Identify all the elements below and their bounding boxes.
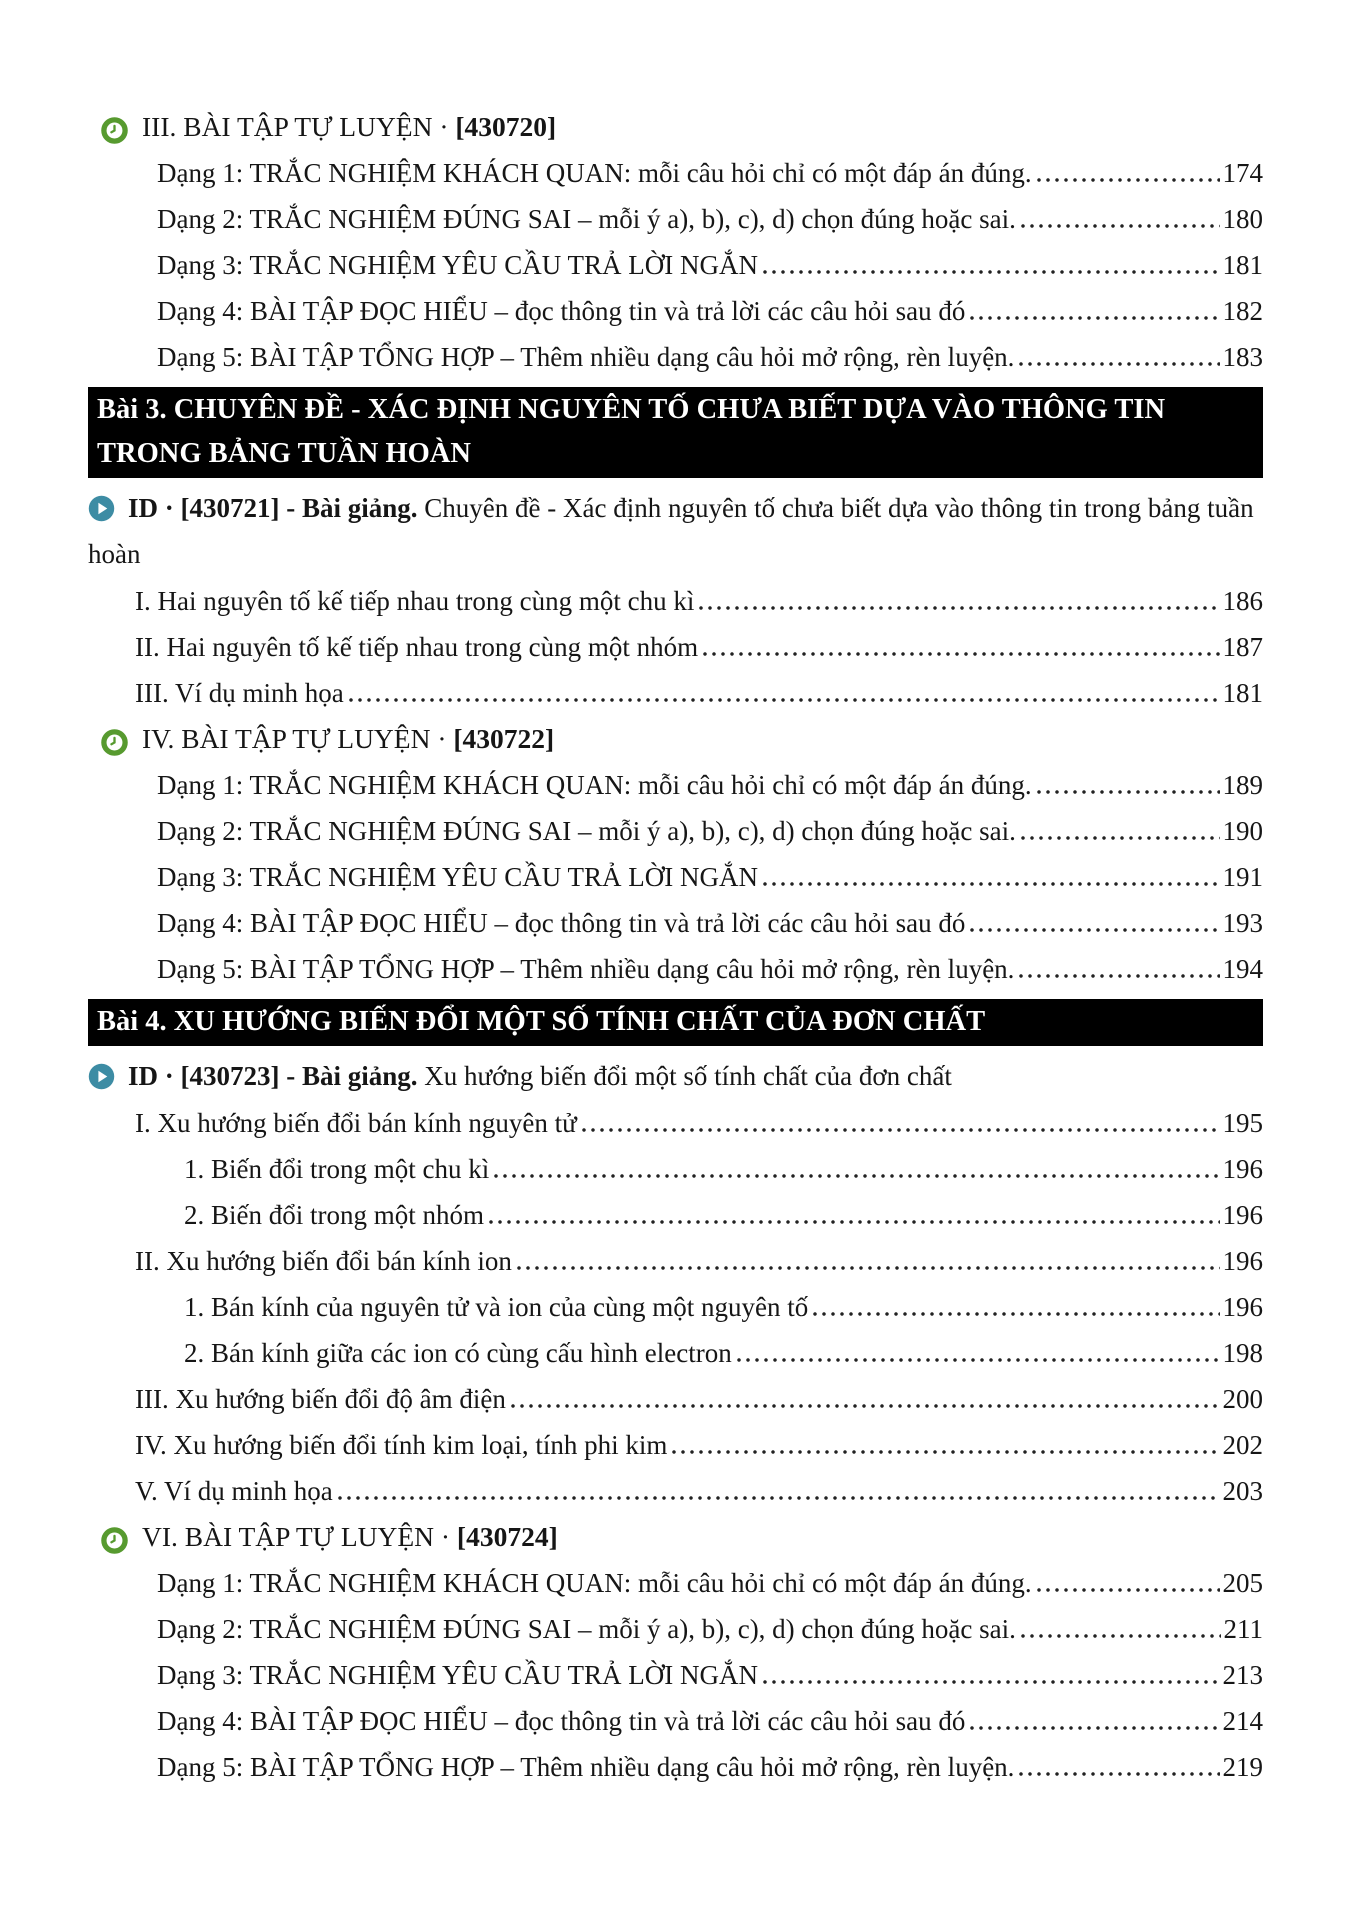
dot-leader [703,652,1219,656]
toc-entry[interactable] [88,624,1263,670]
page-number: 194 [1222,954,1263,984]
page-number: 195 [1222,1108,1263,1138]
toc-entry[interactable] [88,288,1263,334]
toc-entry[interactable] [88,334,1263,380]
page-number: 186 [1222,586,1263,616]
entry-label: Dạng 5: BÀI TẬP TỔNG HỢP – Thêm nhiều dạng câu hỏi mở rộng, rèn luyện. [157,342,1015,372]
page-number: 191 [1222,862,1263,892]
toc-entry[interactable] [88,1468,1263,1514]
entry-label: Dạng 4: BÀI TẬP ĐỌC HIỂU – đọc thông tin và trả lời các câu hỏi sau đó [157,296,966,326]
page-number: 196 [1222,1246,1263,1276]
page-number: 182 [1222,296,1263,326]
toc-entry[interactable] [88,1652,1263,1698]
lesson-banner-line: TRONG BẢNG TUẦN HOÀN [97,438,471,469]
page-number: 196 [1222,1292,1263,1322]
toc-entry[interactable] [88,1238,1263,1284]
page-number: 187 [1222,632,1263,662]
play-icon [88,495,115,522]
page-number: 189 [1222,770,1263,800]
entry-label: Dạng 1: TRẮC NGHIỆM KHÁCH QUAN: mỗi câu hỏi chỉ có một đáp án đúng. [157,770,1032,800]
dot-leader [970,1726,1219,1730]
toc-entry[interactable] [88,808,1263,854]
dot-leader [494,1174,1219,1178]
lesson-banner-line: Bài 4. XU HƯỚNG BIẾN ĐỔI MỘT SỐ TÍNH CHẤT CỦA ĐƠN CHẤT [97,1006,986,1037]
page-number: 193 [1222,908,1263,938]
page-number: 211 [1223,1614,1263,1644]
lecture-id: ID · [430723] - Bài giảng. [128,1061,418,1091]
dot-leader [1021,1634,1221,1638]
lecture-entry[interactable] [88,485,1263,577]
toc-entry[interactable] [88,1744,1263,1790]
dot-leader [672,1450,1219,1454]
clock-icon [101,1527,128,1554]
section-title [142,1514,558,1560]
page-number: 183 [1222,342,1263,372]
entry-label: Dạng 2: TRẮC NGHIỆM ĐÚNG SAI – mỗi ý a), b), c), d) chọn đúng hoặc sai. [157,816,1016,846]
toc-entry[interactable] [88,1698,1263,1744]
page-number: 198 [1222,1338,1263,1368]
page-number: 196 [1222,1200,1263,1230]
toc-entry[interactable] [88,242,1263,288]
entry-label: Dạng 2: TRẮC NGHIỆM ĐÚNG SAI – mỗi ý a), b), c), d) chọn đúng hoặc sai. [157,204,1016,234]
clock-icon [101,729,128,756]
toc-entry[interactable] [88,762,1263,808]
entry-label: III. Xu hướng biến đổi độ âm điện [135,1384,506,1414]
entry-label: 1. Bán kính của nguyên tử và ion của cùng một nguyên tố [184,1292,809,1322]
dot-leader [1037,178,1220,182]
toc-entry[interactable] [88,1422,1263,1468]
page-number: 196 [1222,1154,1263,1184]
section-title-text: IV. BÀI TẬP TỰ LUYỆN · [142,723,454,754]
toc-entry[interactable] [88,1146,1263,1192]
table-of-contents [88,104,1263,1790]
entry-label: Dạng 2: TRẮC NGHIỆM ĐÚNG SAI – mỗi ý a), b), c), d) chọn đúng hoặc sai. [157,1614,1016,1644]
toc-entry[interactable] [88,1376,1263,1422]
entry-label: V. Ví dụ minh họa [135,1476,333,1506]
section-title-text: VI. BÀI TẬP TỰ LUYỆN · [142,1521,457,1552]
page-number: 202 [1222,1430,1263,1460]
page-number: 200 [1222,1384,1263,1414]
lesson-banner [88,999,1263,1046]
toc-entry[interactable] [88,1560,1263,1606]
section-title-text: III. BÀI TẬP TỰ LUYỆN · [142,111,456,142]
dot-leader [970,928,1219,932]
page-number: 219 [1222,1752,1263,1782]
play-icon [88,1063,115,1090]
entry-label: II. Xu hướng biến đổi bán kính ion [135,1246,512,1276]
page-number: 214 [1222,1706,1263,1736]
dot-leader [763,1680,1220,1684]
entry-label: Dạng 5: BÀI TẬP TỔNG HỢP – Thêm nhiều dạng câu hỏi mở rộng, rèn luyện. [157,1752,1015,1782]
dot-leader [349,698,1220,702]
entry-label: 2. Bán kính giữa các ion có cùng cấu hình electron [184,1338,732,1368]
toc-entry[interactable] [88,1330,1263,1376]
section-title [142,104,556,150]
dot-leader [1037,1588,1220,1592]
toc-entry[interactable] [88,1100,1263,1146]
toc-entry[interactable] [88,900,1263,946]
toc-entry[interactable] [88,578,1263,624]
dot-leader [813,1312,1219,1316]
entry-label: Dạng 4: BÀI TẬP ĐỌC HIỂU – đọc thông tin và trả lời các câu hỏi sau đó [157,908,966,938]
page-number: 181 [1222,250,1263,280]
clock-icon [101,117,128,144]
entry-label: 1. Biến đổi trong một chu kì [184,1154,490,1184]
lesson-banner [88,387,1263,478]
section-id: [430722] [453,723,555,754]
lesson-banner-line: Bài 3. CHUYÊN ĐỀ - XÁC ĐỊNH NGUYÊN TỐ CHƯA BIẾT DỰA VÀO THÔNG TIN [97,394,1166,425]
lecture-entry[interactable] [88,1053,1263,1099]
lecture-id: ID · [430721] - Bài giảng. [128,493,418,523]
dot-leader [1021,224,1220,228]
entry-label: I. Hai nguyên tố kế tiếp nhau trong cùng một chu kì [135,586,695,616]
toc-entry[interactable] [88,1606,1263,1652]
toc-section-header[interactable] [88,104,1263,150]
dot-leader [699,606,1219,610]
section-title [142,716,554,762]
toc-section-header[interactable] [88,1514,1263,1560]
entry-label: Dạng 1: TRẮC NGHIỆM KHÁCH QUAN: mỗi câu hỏi chỉ có một đáp án đúng. [157,158,1032,188]
toc-entry[interactable] [88,150,1263,196]
entry-label: Dạng 4: BÀI TẬP ĐỌC HIỂU – đọc thông tin và trả lời các câu hỏi sau đó [157,1706,966,1736]
dot-leader [737,1358,1220,1362]
page-number: 190 [1222,816,1263,846]
toc-entry[interactable] [88,854,1263,900]
dot-leader [1021,836,1220,840]
dot-leader [763,882,1220,886]
lecture-title: Xu hướng biến đổi một số tính chất của đơn chất [417,1061,952,1091]
page-number: 213 [1222,1660,1263,1690]
dot-leader [582,1128,1220,1132]
page-number: 205 [1222,1568,1263,1598]
toc-entry[interactable] [88,1192,1263,1238]
dot-leader [511,1404,1220,1408]
page-number: 174 [1222,158,1263,188]
dot-leader [1019,1772,1219,1776]
entry-label: Dạng 3: TRẮC NGHIỆM YÊU CẦU TRẢ LỜI NGẮN [157,1660,758,1690]
entry-label: IV. Xu hướng biến đổi tính kim loại, tính phi kim [135,1430,668,1460]
dot-leader [517,1266,1220,1270]
toc-entry[interactable] [88,1284,1263,1330]
entry-label: I. Xu hướng biến đổi bán kính nguyên tử [135,1108,577,1138]
entry-label: II. Hai nguyên tố kế tiếp nhau trong cùng một nhóm [135,632,699,662]
dot-leader [763,270,1220,274]
dot-leader [1037,790,1220,794]
entry-label: 2. Biến đổi trong một nhóm [184,1200,484,1230]
section-id: [430720] [455,111,557,142]
entry-label: Dạng 1: TRẮC NGHIỆM KHÁCH QUAN: mỗi câu hỏi chỉ có một đáp án đúng. [157,1568,1032,1598]
page-number: 180 [1222,204,1263,234]
page-number: 181 [1222,678,1263,708]
entry-label: Dạng 5: BÀI TẬP TỔNG HỢP – Thêm nhiều dạng câu hỏi mở rộng, rèn luyện. [157,954,1015,984]
dot-leader [1019,974,1219,978]
dot-leader [1019,362,1219,366]
toc-entry[interactable] [88,196,1263,242]
toc-entry[interactable] [88,670,1263,716]
dot-leader [338,1496,1220,1500]
entry-label: III. Ví dụ minh họa [135,678,344,708]
dot-leader [489,1220,1220,1224]
entry-label: Dạng 3: TRẮC NGHIỆM YÊU CẦU TRẢ LỜI NGẮN [157,250,758,280]
section-id: [430724] [456,1521,558,1552]
page-number: 203 [1222,1476,1263,1506]
toc-entry[interactable] [88,946,1263,992]
lecture-title: Chuyên đề - Xác định nguyên tố chưa biết dựa vào thông tin trong bảng tuần hoàn [88,493,1254,569]
dot-leader [970,316,1219,320]
entry-label: Dạng 3: TRẮC NGHIỆM YÊU CẦU TRẢ LỜI NGẮN [157,862,758,892]
toc-section-header[interactable] [88,716,1263,762]
